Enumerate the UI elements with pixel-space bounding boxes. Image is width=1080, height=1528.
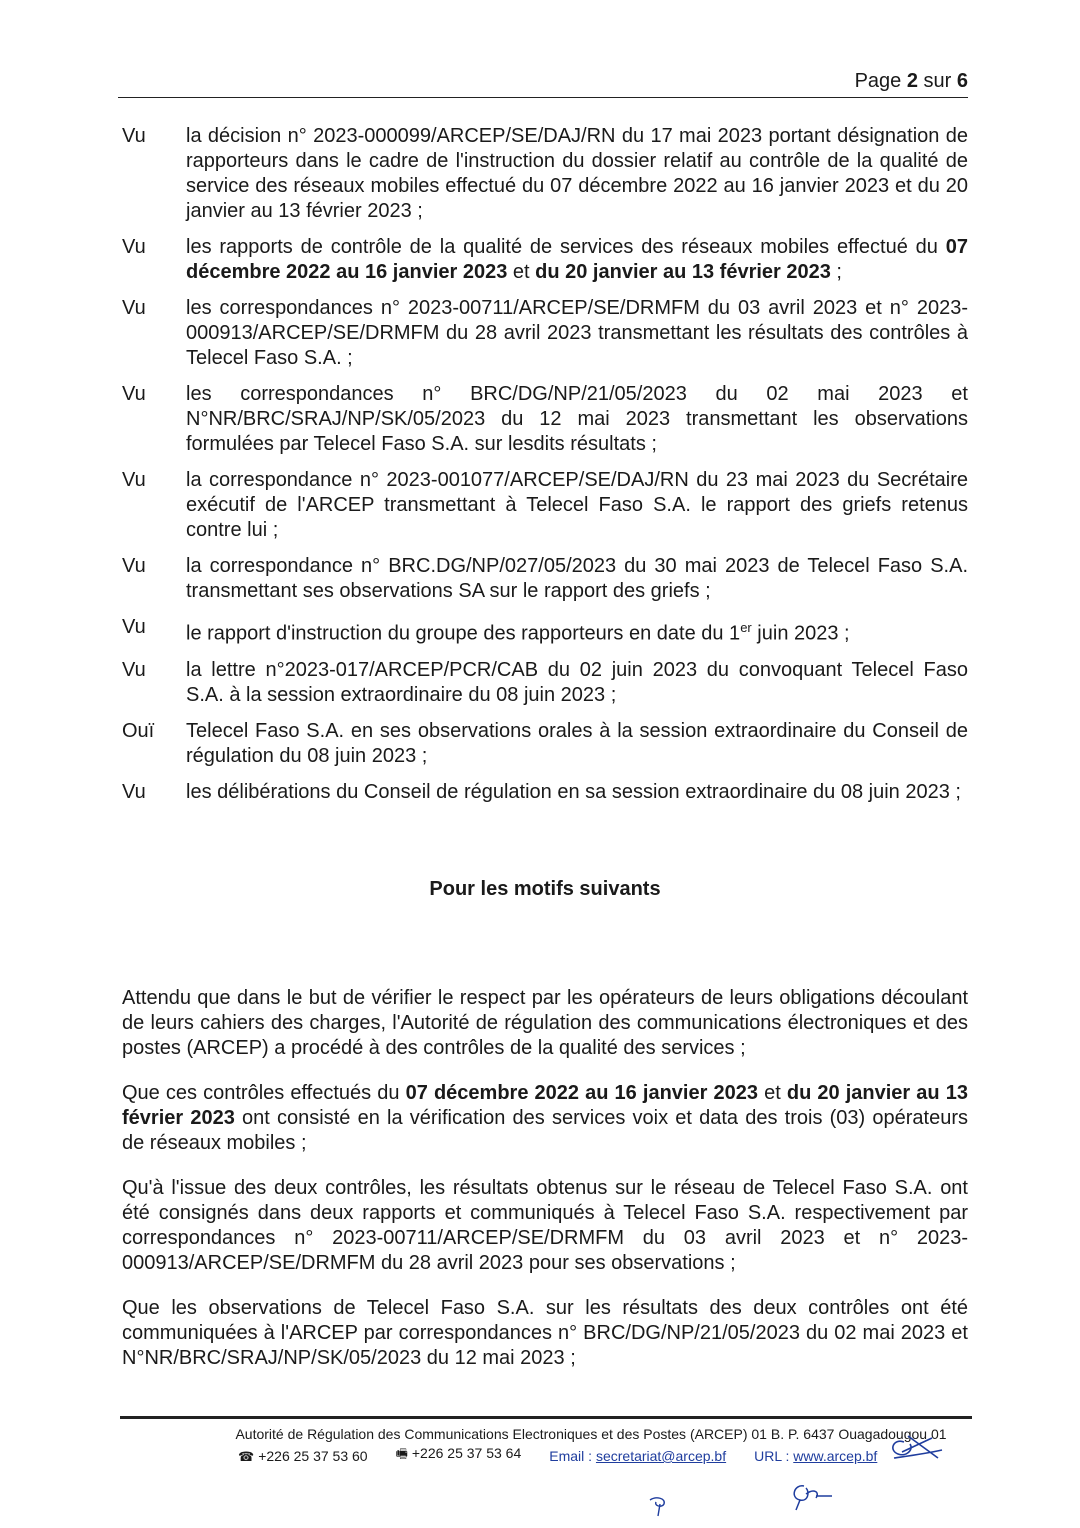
initials-mark — [646, 1494, 672, 1518]
phone-icon: ☎ — [238, 1448, 255, 1464]
vu-item: Vu la décision n° 2023-000099/ARCEP/SE/DAJ/RN du 17 mai 2023 portant désignation de rapporteurs dans le cadre de l'instruction du dossier relatif au contrôle de la qualité de service des réseaux mobiles effectué du 07 décembre 2022 au 16 janvier 2023 et du 20 janvier au 13 février 2023 ; — [122, 125, 968, 222]
vu-item: Vu la correspondance n° 2023-001077/ARCEP/SE/DAJ/RN du 23 mai 2023 du Secrétaire exécutif de l'ARCEP transmettant à Telecel Faso S.A. le rapport des griefs retenus contre lui ; — [122, 469, 968, 541]
paragraph: Que ces contrôles effectués du 07 décembre 2022 au 16 janvier 2023 et du 20 janvier au 13 février 2023 ont consisté en la vérification des services voix et data des trois (03) opérateurs de réseaux mobiles ; — [122, 1082, 969, 1154]
vu-item: Ouï Telecel Faso S.A. en ses observations orales à la session extraordinaire du Conseil de régulation du 08 juin 2023 ; — [122, 719, 968, 767]
footer-fax: 🖷 +226 25 37 53 64 — [396, 1445, 522, 1467]
body-paragraphs — [122, 966, 968, 1388]
footer-divider — [120, 1416, 972, 1419]
footer-address: Autorité de Régulation des Communications Electroniques et des Postes (ARCEP) 01 B. P. 6437 Ouagadougou 01 — [235, 1426, 947, 1442]
vu-item: Vu la correspondance n° BRC.DG/NP/027/05/2023 du 30 mai 2023 de Telecel Faso S.A. transmettant ses observations SA sur le rapport des griefs ; — [122, 555, 968, 602]
footer-contacts — [120, 1445, 972, 1467]
footer — [120, 1426, 972, 1467]
url-link[interactable]: www.arcep.bf — [793, 1448, 878, 1464]
paragraph: Attendu que dans le but de vérifier le respect par les opérateurs de leurs obligations découlant de leurs cahiers des charges, l'Autorité de régulation des communications électroniques et des postes (ARCEP) a procédé à des contrôles de la qualité des services ; — [122, 987, 968, 1059]
vu-item: Vu les rapports de contrôle de la qualité de services des réseaux mobiles effectué du 07 décembre 2022 au 16 janvier 2023 et du 20 janvier au 13 février 2023 ; — [122, 236, 968, 283]
signature-initials — [884, 1428, 948, 1468]
email-link[interactable]: secretariat@arcep.bf — [595, 1448, 727, 1464]
footer-url: URL : www.arcep.bf — [754, 1448, 878, 1464]
vu-list — [122, 124, 968, 816]
vu-item: Vu le rapport d'instruction du groupe des rapporteurs en date du 1er juin 2023 ; — [122, 616, 850, 645]
footer-phone: ☎ +226 25 37 53 60 — [238, 1447, 368, 1464]
footer-email: Email : secretariat@arcep.bf — [549, 1448, 727, 1464]
fax-icon: 🖷 — [395, 1446, 408, 1461]
vu-item: Vu les délibérations du Conseil de régulation en sa session extraordinaire du 08 juin 2023 ; — [122, 780, 961, 803]
paragraph: Qu'à l'issue des deux contrôles, les résultats obtenus sur le réseau de Telecel Faso S.A. ont été consignés dans deux rapports et communiqués à Telecel Faso S.A. respectivement par correspondances n° 2023-00711/ARCEP/SE/DRMFM du 03 avril 2023 et n° 2023-000913/ARCEP/SE/DRMFM du 28 avril 2023 pour ses observations ; — [122, 1177, 968, 1274]
vu-item: Vu les correspondances n° 2023-00711/ARCEP/SE/DRMFM du 03 avril 2023 et n° 2023-000913/ARCEP/SE/DRMFM du 28 avril 2023 transmettant les résultats des contrôles à Telecel Faso S.A. ; — [122, 297, 968, 369]
vu-item: Vu les correspondances n° BRC/DG/NP/21/05/2023 du 02 mai 2023 et N°NR/BRC/SRAJ/NP/SK/05/2023 du 12 mai 2023 transmettant les observations formulées par Telecel Faso S.A. sur lesdits résultats ; — [122, 383, 968, 455]
vu-item: Vu la lettre n°2023-017/ARCEP/PCR/CAB du 02 juin 2023 du convoquant Telecel Faso S.A. à la session extraordinaire du 08 juin 2023 ; — [122, 658, 968, 706]
paragraph: Que les observations de Telecel Faso S.A. sur les résultats des deux contrôles ont été communiquées à l'ARCEP par correspondances n° BRC/DG/NP/21/05/2023 du 02 mai 2023 et N°NR/BRC/SRAJ/NP/SK/05/2023 du 12 mai 2023 ; — [122, 1297, 968, 1369]
page-number: Page 2 sur 6 — [118, 70, 968, 98]
section-heading: Pour les motifs suivants — [429, 878, 661, 900]
signature-mark — [786, 1478, 836, 1512]
